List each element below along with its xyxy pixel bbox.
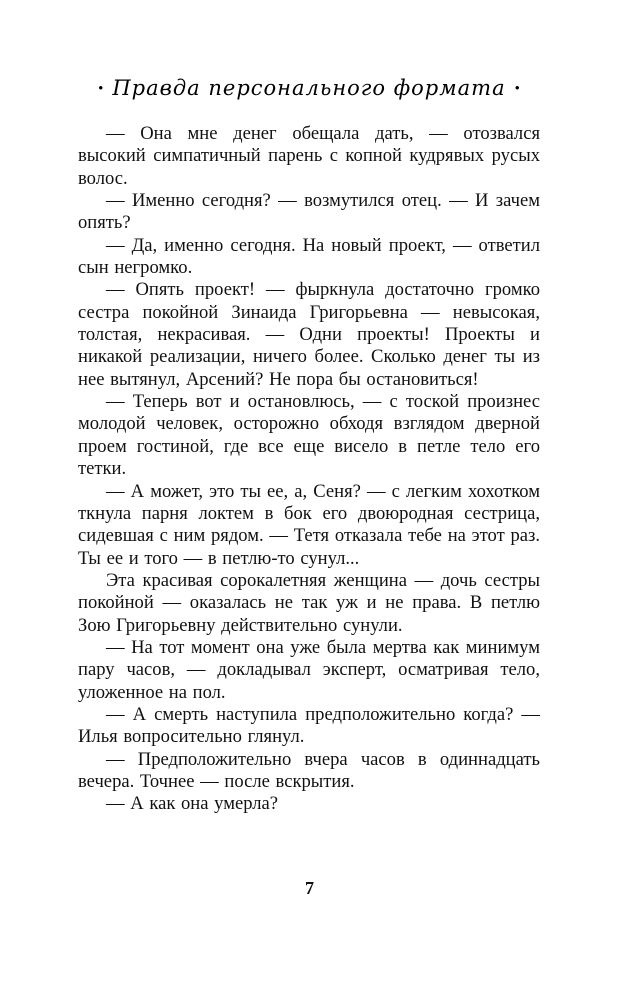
paragraph: Эта красивая сорокалетняя женщина — дочь сестры покойной — оказалась не так уж и не права. В петлю Зою Григорьевну действительно сунули. — [78, 569, 540, 636]
header-bullet-right-icon: • — [514, 81, 520, 97]
paragraph: — На тот момент она уже была мертва как минимум пару часов, — докладывал эксперт, осматривая тело, уложенное на пол. — [78, 636, 540, 703]
paragraph: — Предположительно вчера часов в одиннадцать вечера. Точнее — после вскрытия. — [78, 748, 540, 792]
text-block — [78, 123, 540, 816]
paragraph: — Да, именно сегодня. На новый проект, — ответил сын негромко. — [78, 234, 540, 279]
paragraph: — А может, это ты ее, а, Сеня? — с легким хохотком ткнула парня локтем в бок его двоюродная сестрица, сидевшая с ним рядом. — Тетя отказала тебе на этот раз. Ты ее и того — в петлю-то сунул... — [78, 480, 540, 569]
paragraph: — А смерть наступила предположительно когда? — Илья вопросительно глянул. — [78, 703, 540, 748]
header-bullet-left-icon: • — [98, 81, 104, 97]
paragraph: — А как она умерла? — [106, 793, 279, 815]
paragraph: — Опять проект! — фыркнула достаточно громко сестра покойной Зинаида Григорьевна — невысокая, толстая, некрасивая. — Одни проекты! Проекты и никакой реализации, ничего более. Сколько денег ты из нее вытянул, Арсений? Не пора бы остановиться! — [78, 279, 540, 390]
page-number: 7 — [305, 878, 314, 898]
paragraph: — Она мне денег обещала дать, — отозвался высокий симпатичный парень с копной кудрявых русых волос. — [78, 123, 540, 189]
paragraph: — Теперь вот и остановлюсь, — с тоской произнес молодой человек, осторожно обходя взглядом дверной проем гостиной, где все еще висело в петле тело его тетки. — [78, 391, 540, 480]
running-header — [78, 76, 540, 101]
chapter-title: Правда персонального формата — [112, 76, 506, 100]
paragraph: — Именно сегодня? — возмутился отец. — И зачем опять? — [78, 190, 540, 234]
